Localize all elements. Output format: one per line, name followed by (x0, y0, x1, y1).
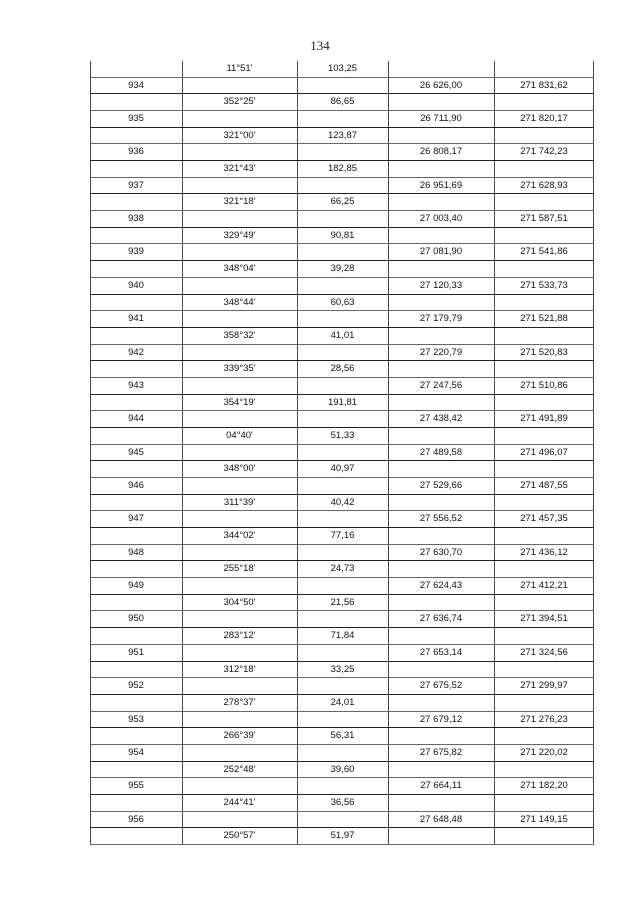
x-coordinate-cell: 27 081,90 (419, 246, 463, 258)
x-coordinate-cell: 27 120,33 (419, 279, 463, 291)
point-number-cell: 944 (128, 413, 144, 425)
distance-cell: 86,65 (330, 96, 355, 108)
point-row (90, 244, 594, 261)
direction-angle-cell: 348°44' (223, 296, 256, 308)
point-number-cell: 938 (128, 213, 144, 225)
page-number: 134 (310, 38, 330, 53)
y-coordinate-cell: 271 742,23 (520, 146, 568, 158)
x-coordinate-cell: 27 489,58 (419, 446, 463, 458)
point-row (90, 111, 594, 128)
point-number-cell: 942 (128, 346, 144, 358)
point-row (90, 278, 594, 295)
y-coordinate-cell: 271 491,89 (520, 413, 568, 425)
x-coordinate-cell: 27 648,48 (419, 813, 463, 825)
point-row (90, 645, 594, 662)
x-coordinate-cell: 27 624,43 (419, 580, 463, 592)
y-coordinate-cell: 271 520,83 (520, 346, 568, 358)
direction-angle-cell: 354°19' (223, 396, 256, 408)
point-row (90, 812, 594, 829)
point-number-cell: 937 (128, 179, 144, 191)
distance-cell: 191,81 (327, 396, 358, 408)
point-number-cell: 946 (128, 480, 144, 492)
direction-angle-cell: 244°41' (223, 796, 256, 808)
x-coordinate-cell: 26 711,90 (420, 113, 462, 125)
direction-angle-cell: 329°49' (223, 229, 256, 241)
leg-row (90, 461, 594, 478)
x-coordinate-cell: 26 951,69 (419, 179, 463, 191)
distance-cell: 90,81 (330, 229, 355, 241)
x-coordinate-cell: 27 664,11 (420, 780, 462, 792)
direction-angle-cell: 344°02' (223, 530, 256, 542)
distance-cell: 51,97 (330, 830, 355, 842)
point-number-cell: 952 (128, 680, 144, 692)
x-coordinate-cell: 27 679,12 (419, 713, 463, 725)
x-coordinate-cell: 27 529,66 (419, 480, 463, 492)
point-row (90, 78, 594, 95)
y-coordinate-cell: 271 457,35 (520, 513, 568, 525)
direction-angle-cell: 311°39' (223, 496, 256, 508)
distance-cell: 103,25 (327, 63, 358, 74)
distance-cell: 56,31 (330, 730, 355, 742)
distance-cell: 77,16 (330, 530, 355, 542)
distance-cell: 182,85 (327, 163, 358, 175)
distance-cell: 24,73 (330, 563, 355, 575)
distance-cell: 60,63 (330, 296, 355, 308)
y-coordinate-cell: 271 628,93 (520, 179, 568, 191)
point-row (90, 178, 594, 195)
y-coordinate-cell: 271 820,17 (520, 113, 568, 125)
distance-cell: 40,97 (330, 463, 355, 475)
direction-angle-cell: 04°40' (226, 429, 253, 441)
point-number-cell: 951 (128, 646, 144, 658)
leg-row (90, 128, 594, 145)
x-coordinate-cell: 27 438,42 (419, 413, 463, 425)
x-coordinate-cell: 27 179,79 (419, 313, 463, 325)
point-row (90, 144, 594, 161)
direction-angle-cell: 252°48' (223, 763, 256, 775)
point-row (90, 578, 594, 595)
y-coordinate-cell: 271 220,02 (520, 746, 568, 758)
x-coordinate-cell: 27 556,52 (419, 513, 463, 525)
point-number-cell: 940 (128, 279, 144, 291)
point-row (90, 712, 594, 729)
x-coordinate-cell: 27 653,14 (419, 646, 463, 658)
distance-cell: 21,56 (330, 596, 355, 608)
x-coordinate-cell: 26 626,00 (419, 79, 463, 91)
point-row (90, 345, 594, 362)
leg-row (90, 361, 594, 378)
x-coordinate-cell: 27 630,70 (419, 546, 463, 558)
point-number-cell: 956 (128, 813, 144, 825)
point-number-cell: 949 (128, 580, 144, 592)
point-number-cell: 941 (128, 313, 144, 325)
point-row (90, 511, 594, 528)
x-coordinate-cell: 27 636,74 (419, 613, 463, 625)
point-row (90, 445, 594, 462)
direction-angle-cell: 352°25' (223, 96, 256, 108)
direction-angle-cell: 11°51' (226, 63, 253, 74)
y-coordinate-cell: 271 394,51 (520, 613, 568, 625)
point-number-cell: 939 (128, 246, 144, 258)
y-coordinate-cell: 271 533,73 (520, 279, 568, 291)
leg-row (90, 495, 594, 512)
leg-row (90, 561, 594, 578)
direction-angle-cell: 312°18' (223, 663, 256, 675)
point-row (90, 378, 594, 395)
point-row (90, 311, 594, 328)
leg-row (90, 428, 594, 445)
distance-cell: 66,25 (330, 196, 355, 208)
distance-cell: 51,33 (330, 429, 355, 441)
leg-row (90, 61, 594, 78)
direction-angle-cell: 266°39' (223, 730, 256, 742)
y-coordinate-cell: 271 831,62 (520, 79, 568, 91)
leg-row (90, 828, 594, 845)
y-coordinate-cell: 271 182,20 (520, 780, 568, 792)
point-number-cell: 935 (128, 113, 144, 125)
point-number-cell: 943 (128, 379, 144, 391)
leg-row (90, 695, 594, 712)
point-number-cell: 954 (128, 746, 144, 758)
direction-angle-cell: 321°43' (223, 163, 256, 175)
y-coordinate-cell: 271 521,88 (520, 313, 568, 325)
distance-cell: 36,56 (330, 796, 355, 808)
leg-row (90, 161, 594, 178)
point-number-cell: 953 (128, 713, 144, 725)
direction-angle-cell: 348°04' (223, 263, 256, 275)
x-coordinate-cell: 27 675,52 (419, 680, 463, 692)
y-coordinate-cell: 271 412,21 (520, 580, 568, 592)
leg-row (90, 528, 594, 545)
direction-angle-cell: 283°12' (223, 630, 256, 642)
x-coordinate-cell: 27 675,82 (419, 746, 463, 758)
distance-cell: 71,84 (330, 630, 355, 642)
direction-angle-cell: 250°57' (223, 830, 256, 842)
distance-cell: 39,28 (330, 263, 355, 275)
y-coordinate-cell: 271 276,23 (520, 713, 568, 725)
y-coordinate-cell: 271 324,56 (520, 646, 568, 658)
leg-row (90, 762, 594, 779)
distance-cell: 28,56 (330, 363, 355, 375)
leg-row (90, 295, 594, 312)
point-row (90, 545, 594, 562)
direction-angle-cell: 321°00' (223, 129, 256, 141)
x-coordinate-cell: 27 003,40 (419, 213, 463, 225)
point-number-cell: 948 (128, 546, 144, 558)
point-number-cell: 947 (128, 513, 144, 525)
x-coordinate-cell: 26 808,17 (419, 146, 463, 158)
distance-cell: 24,01 (330, 696, 355, 708)
direction-angle-cell: 255°18' (223, 563, 256, 575)
point-row (90, 678, 594, 695)
point-row (90, 778, 594, 795)
point-number-cell: 934 (128, 79, 144, 91)
direction-angle-cell: 304°50' (223, 596, 256, 608)
distance-cell: 123,87 (327, 129, 358, 141)
y-coordinate-cell: 271 496,07 (520, 446, 568, 458)
leg-row (90, 194, 594, 211)
leg-row (90, 662, 594, 679)
y-coordinate-cell: 271 487,55 (520, 480, 568, 492)
direction-angle-cell: 358°32' (223, 329, 256, 341)
y-coordinate-cell: 271 436,12 (520, 546, 568, 558)
point-number-cell: 936 (128, 146, 144, 158)
distance-cell: 41,01 (330, 329, 355, 341)
leg-row (90, 94, 594, 111)
point-row (90, 411, 594, 428)
point-row (90, 478, 594, 495)
y-coordinate-cell: 271 299,97 (520, 680, 568, 692)
y-coordinate-cell: 271 541,86 (520, 246, 568, 258)
point-row (90, 211, 594, 228)
leg-row (90, 395, 594, 412)
distance-cell: 33,25 (330, 663, 355, 675)
direction-angle-cell: 339°35' (223, 363, 256, 375)
leg-row (90, 328, 594, 345)
direction-angle-cell: 278°37' (223, 696, 256, 708)
point-number-cell: 955 (128, 780, 144, 792)
y-coordinate-cell: 271 587,51 (520, 213, 568, 225)
distance-cell: 39,60 (330, 763, 355, 775)
point-number-cell: 950 (128, 613, 144, 625)
leg-row (90, 728, 594, 745)
point-row (90, 611, 594, 628)
leg-row (90, 595, 594, 612)
y-coordinate-cell: 271 510,86 (520, 379, 568, 391)
leg-row (90, 795, 594, 812)
x-coordinate-cell: 27 247,56 (419, 379, 463, 391)
coordinates-table (90, 61, 594, 845)
leg-row (90, 228, 594, 245)
y-coordinate-cell: 271 149,15 (520, 813, 568, 825)
distance-cell: 40,42 (330, 496, 355, 508)
direction-angle-cell: 321°18' (223, 196, 256, 208)
point-row (90, 745, 594, 762)
direction-angle-cell: 348°00' (223, 463, 256, 475)
point-number-cell: 945 (128, 446, 144, 458)
leg-row (90, 628, 594, 645)
x-coordinate-cell: 27 220,79 (419, 346, 463, 358)
leg-row (90, 261, 594, 278)
